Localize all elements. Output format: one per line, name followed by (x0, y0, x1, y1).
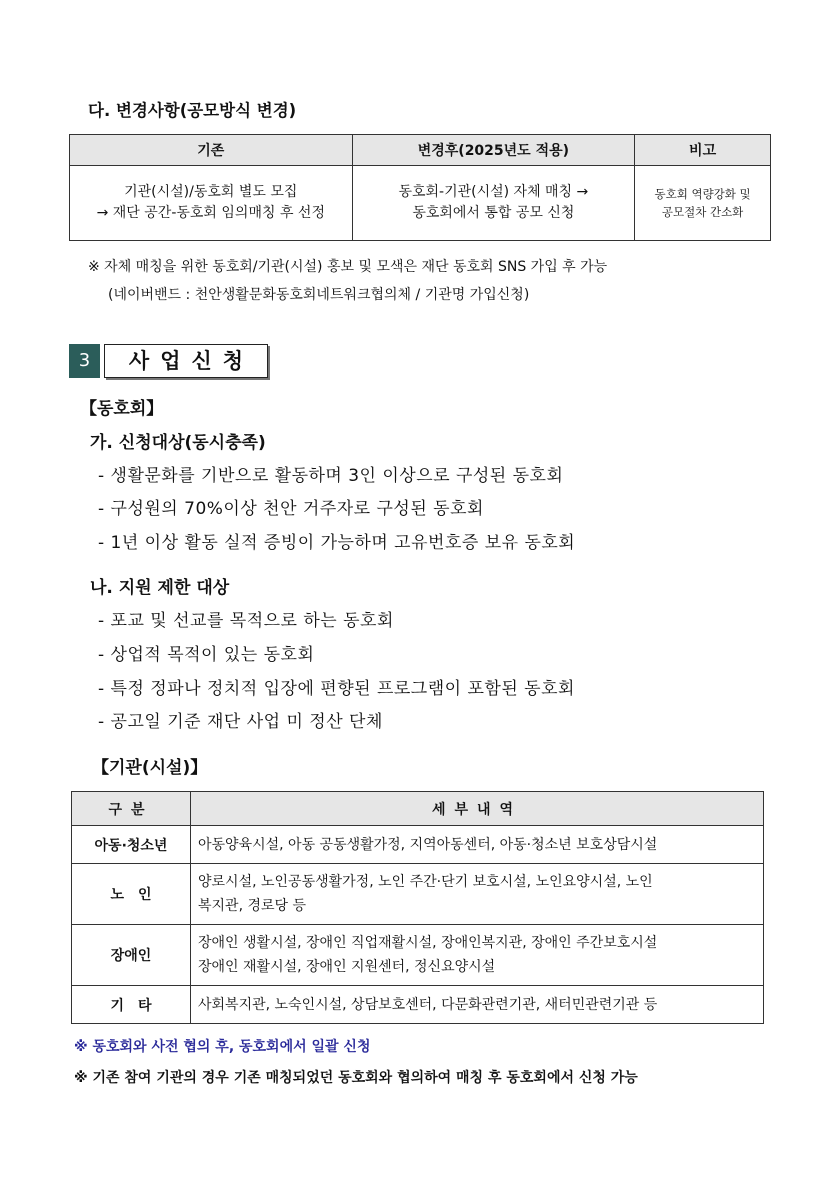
restriction-item: - 상업적 목적이 있는 동호회 (98, 645, 315, 665)
club-eligibility-title: 가. 신청대상(동시충족) (90, 433, 266, 453)
header-before: 기존 (70, 135, 353, 166)
club-heading: 【동호회】 (80, 399, 164, 419)
cell-after (352, 166, 635, 241)
eligibility-item: - 생활문화를 기반으로 활동하며 3인 이상으로 구성된 동호회 (98, 466, 564, 486)
application-note-blue: ※ 동호회와 사전 협의 후, 동호회에서 일괄 신청 (74, 1039, 371, 1055)
restriction-item: - 특정 정파나 정치적 입장에 편향된 프로그램이 포함된 동호회 (98, 679, 575, 699)
details-line: 사회복지관, 노숙인시설, 상담보호센터, 다문화관련기관, 새터민관련기관 등 (198, 996, 658, 1013)
details-cell (191, 986, 764, 1024)
eligibility-item: - 1년 이상 활동 실적 증빙이 가능하며 고유번호증 보유 동호회 (98, 533, 576, 553)
details-cell (191, 826, 764, 864)
table-row (72, 986, 764, 1024)
restriction-item: - 포교 및 선교를 목적으로 하는 동호회 (98, 611, 394, 631)
note-line-1: 동호회 역량강화 및 (654, 187, 751, 201)
note-line-2: 공모절차 간소화 (661, 205, 744, 219)
section-da-title: 다. 변경사항(공모방식 변경) (88, 101, 297, 120)
sns-note-detail: (네이버밴드 : 천안생활문화동호회네트워크협의체 / 기관명 가입신청) (108, 287, 530, 303)
category-cell: 아동·청소년 (72, 826, 191, 864)
details-cell (191, 925, 764, 986)
header-category: 구분 (72, 792, 191, 826)
category-cell: 기타 (72, 986, 191, 1024)
institution-table (71, 791, 764, 1024)
details-cell (191, 864, 764, 925)
section-number-badge: 3 (69, 344, 100, 378)
details-line: 복지관, 경로당 등 (198, 898, 307, 914)
change-table-row (70, 166, 771, 241)
eligibility-item: - 구성원의 70%이상 천안 거주자로 구성된 동호회 (98, 499, 484, 519)
before-line-1: 기관(시설)/동호회 별도 모집 (124, 184, 298, 200)
club-restriction-title: 나. 지원 제한 대상 (90, 578, 230, 598)
after-line-1: 동호회-기관(시설) 자체 매칭 → (398, 184, 589, 200)
change-table (69, 134, 771, 241)
header-note: 비고 (635, 135, 771, 166)
restriction-item: - 공고일 기준 재단 사업 미 정산 단체 (98, 712, 383, 732)
after-line-2: 동호회에서 통합 공모 신청 (412, 205, 575, 221)
table-row (72, 826, 764, 864)
category-cell: 노인 (72, 864, 191, 925)
details-line: 양로시설, 노인공동생활가정, 노인 주간·단기 보호시설, 노인요양시설, 노인 (198, 874, 653, 890)
details-line: 장애인 생활시설, 장애인 직업재활시설, 장애인복지관, 장애인 주간보호시설 (198, 935, 658, 951)
cell-before (70, 166, 353, 241)
details-line: 아동양육시설, 아동 공동생활가정, 지역아동센터, 아동·청소년 보호상담시설 (198, 836, 658, 853)
header-details: 세부내역 (191, 792, 764, 826)
header-after: 변경후(2025년도 적용) (352, 135, 635, 166)
table-row (72, 925, 764, 986)
institution-table-header-row (72, 792, 764, 826)
section-title-box: 사업신청 (104, 344, 268, 378)
details-line: 장애인 재활시설, 장애인 지원센터, 정신요양시설 (198, 959, 496, 975)
cell-note (635, 166, 771, 241)
institution-heading: 【기관(시설)】 (92, 758, 208, 778)
sns-note: ※ 자체 매칭을 위한 동호회/기관(시설) 홍보 및 모색은 재단 동호회 SNS 가입 후 가능 (88, 259, 608, 275)
category-cell: 장애인 (72, 925, 191, 986)
before-line-2: → 재단 공간-동호회 임의매칭 후 선정 (96, 205, 325, 221)
change-table-header-row (70, 135, 771, 166)
application-note: ※ 기존 참여 기관의 경우 기존 매칭되었던 동호회와 협의하여 매칭 후 동호회에서 신청 가능 (74, 1070, 638, 1086)
table-row (72, 864, 764, 925)
